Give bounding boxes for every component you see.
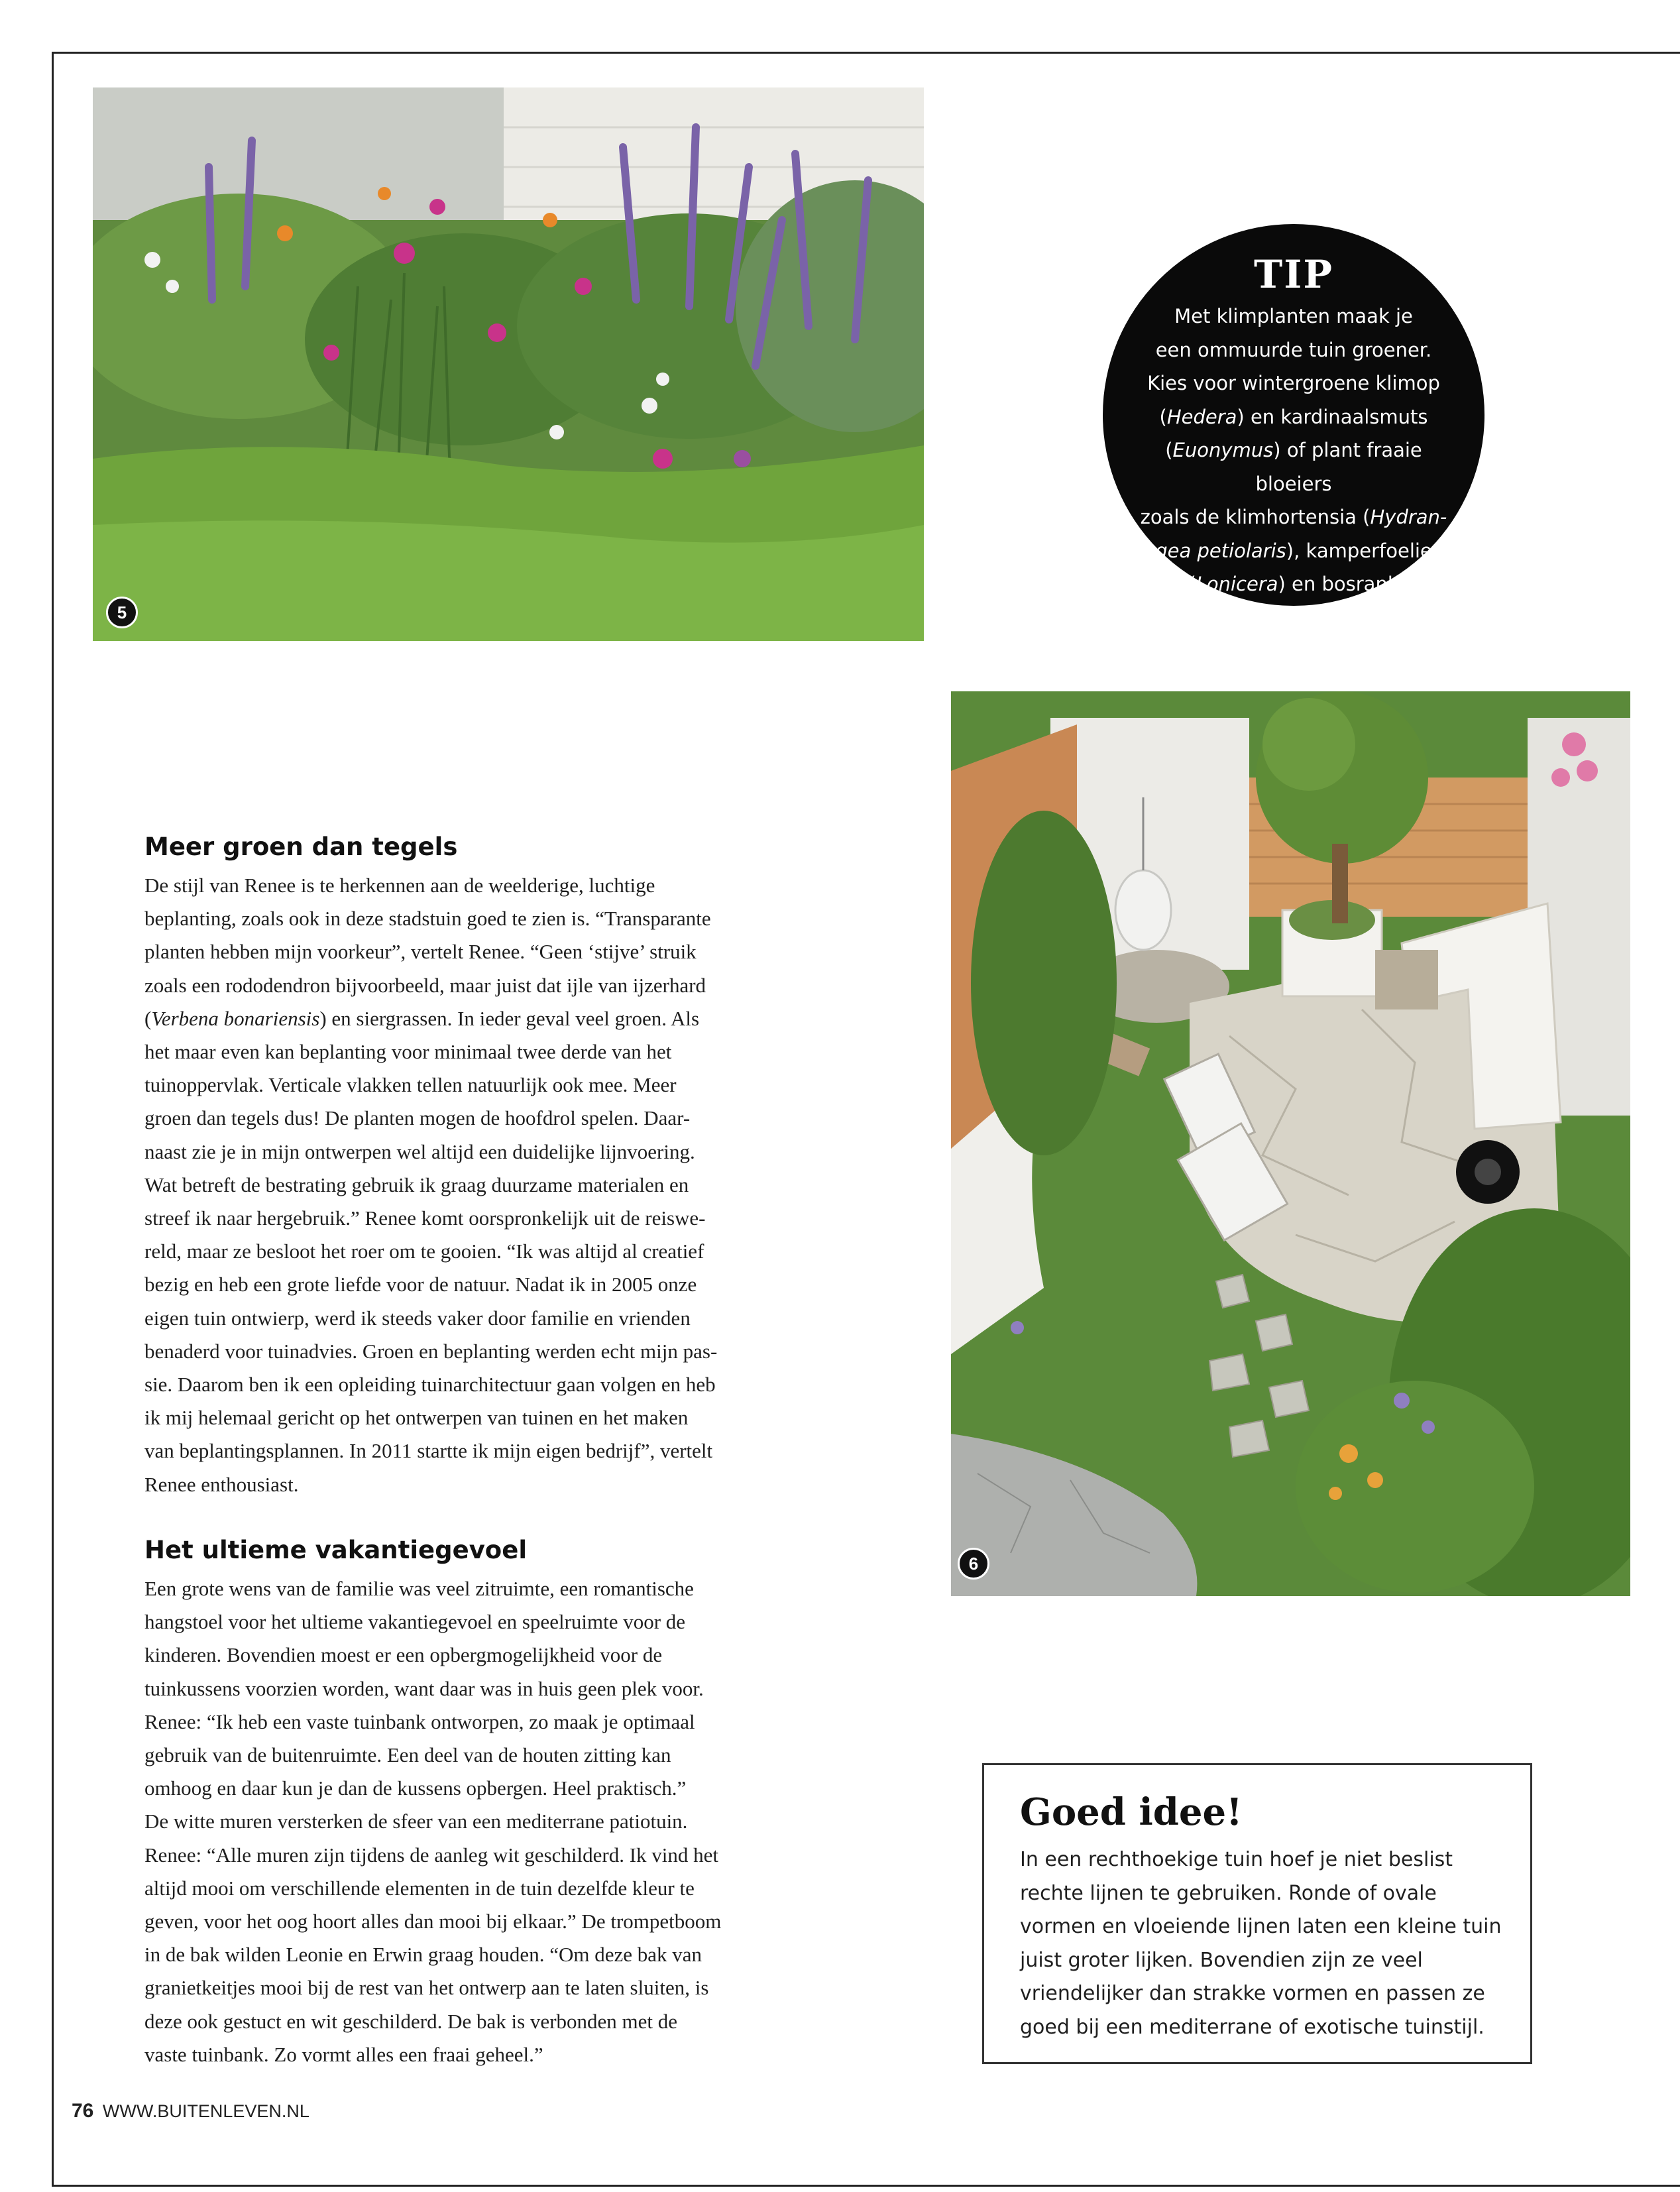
tip-line: gea petiolaris), kamperfoelie	[1155, 539, 1432, 562]
body-line: zoals een rododendron bijvoorbeeld, maar juist dat ijle van ijzerhard	[144, 973, 706, 997]
tip-line: (Hedera) en kardinaalsmuts	[1159, 405, 1428, 428]
body-line: in de bak wilden Leonie en Erwin graag houden. “Om deze bak van	[144, 1943, 702, 1967]
idea-body	[1020, 1843, 1510, 2044]
idea-line: goed bij een mediterrane of exotische tuinstijl.	[1020, 2015, 1484, 2039]
tip-callout	[1103, 224, 1484, 629]
idea-line: vormen en vloeiende lijnen laten een kleine tuin	[1020, 1915, 1502, 1938]
body-line: groen dan tegels dus! De planten mogen de hoofdrol spelen. Daar-	[144, 1106, 691, 1130]
page-footer	[72, 2100, 309, 2122]
article-section-vakantiegevoel	[144, 1534, 847, 2071]
body-line: Wat betreft de bestrating gebruik ik graag duurzame materialen en	[144, 1173, 689, 1196]
body-line: planten hebben mijn voorkeur”, vertelt Renee. “Geen ‘stijve’ struik	[144, 940, 697, 964]
idea-line: vriendelijker dan strakke vormen en passen ze	[1020, 1982, 1485, 2005]
body-line: granietkeitjes mooi bij de rest van het ontwerp aan te laten sluiten, is	[144, 1976, 709, 2000]
section-heading: Het ultieme vakantiegevoel	[144, 1536, 528, 1564]
body-line: kinderen. Bovendien moest er een opbergmogelijkheid voor de	[144, 1643, 663, 1667]
body-line: altijd mooi om verschillende elementen in de tuin dezelfde kleur te	[144, 1876, 695, 1900]
garden-border-illustration	[93, 87, 924, 641]
body-line: Een grote wens van de familie was veel zitruimte, een romantische	[144, 1577, 694, 1600]
idea-line: In een rechthoekige tuin hoef je niet beslist	[1020, 1848, 1453, 1871]
body-line: omhoog en daar kun je dan de kussens opbergen. Heel praktisch.”	[144, 1776, 687, 1800]
tip-line: Kies voor wintergroene klimop	[1147, 372, 1440, 394]
idea-line: rechte lijnen te gebruiken. Ronde of ovale	[1020, 1881, 1437, 1905]
tip-title: TIP	[1254, 252, 1333, 297]
body-line: streef ik naar hergebruik.” Renee komt oorspronkelijk uit de reiswe-	[144, 1206, 706, 1230]
tip-line: een ommuurde tuin groener.	[1155, 338, 1432, 361]
body-line: reld, maar ze besloot het roer om te gooien. “Ik was altijd al creatief	[144, 1240, 704, 1263]
section-body	[144, 1572, 847, 2071]
article-section-meer-groen	[144, 831, 847, 1501]
tip-line: (Euonymus) of plant fraaie bloeiers	[1165, 439, 1422, 495]
idea-title: Goed idee!	[1020, 1790, 1243, 1834]
tip-body	[1128, 300, 1459, 634]
body-line: eigen tuin ontwierp, werd ik steeds vaker door familie en vrienden	[144, 1306, 691, 1330]
body-line: het maar even kan beplanting voor minimaal twee derde van het	[144, 1040, 672, 1064]
body-line: naast zie je in mijn ontwerpen wel altijd een duidelijke lijnvoering.	[144, 1139, 695, 1163]
body-line: tuinkussens voorzien worden, want daar was in huis geen plek voor.	[144, 1676, 704, 1700]
body-line: ik mij helemaal gericht op het ontwerpen van tuinen en het maken	[144, 1406, 689, 1430]
idea-line: juist groter lijken. Bovendien zijn ze veel	[1020, 1948, 1423, 1972]
body-line: sie. Daarom ben ik een opleiding tuinarchitectuur gaan volgen en heb	[144, 1373, 716, 1397]
goed-idee-box	[982, 1763, 1532, 2064]
section-heading: Meer groen dan tegels	[144, 833, 458, 861]
body-line: gebruik van de buitenruimte. Een deel van de houten zitting kan	[144, 1743, 671, 1767]
body-line: van beplantingsplannen. In 2011 startte ik mijn eigen bedrijf”, vertelt	[144, 1439, 713, 1463]
body-line: beplanting, zoals ook in deze stadstuin goed te zien is. “Transparante	[144, 907, 711, 931]
body-line: benaderd voor tuinadvies. Groen en beplanting werden echt mijn pas-	[144, 1339, 718, 1363]
photo-garden-aerial	[951, 691, 1630, 1596]
body-line: geven, voor het oog hoort alles dan mooi bij elkaar.” De trompetboom	[144, 1910, 722, 1933]
website-link[interactable]: WWW.BUITENLEVEN.NL	[102, 2101, 309, 2121]
body-line: De witte muren versterken de sfeer van een mediterrane patiotuin.	[144, 1810, 688, 1833]
body-line: De stijl van Renee is te herkennen aan de weelderige, luchtige	[144, 874, 655, 897]
body-line: Renee: “Ik heb een vaste tuinbank ontworpen, zo maak je optimaal	[144, 1709, 695, 1733]
garden-aerial-illustration	[951, 691, 1630, 1596]
page-number: 76	[72, 2100, 94, 2122]
body-line: bezig en heb een grote liefde voor de natuur. Nadat ik in 2005 onze	[144, 1273, 697, 1297]
photo-number-6: 6	[958, 1548, 989, 1580]
tip-line: zoals de klimhortensia (Hydran-	[1140, 506, 1447, 528]
tip-line: (Clematis).	[1241, 606, 1347, 629]
body-line: (Verbena bonariensis) en siergrassen. In ieder geval veel groen. Als	[144, 1006, 700, 1030]
body-line: Renee enthousiast.	[144, 1472, 299, 1496]
photo-garden-border	[93, 87, 924, 641]
body-line: Renee: “Alle muren zijn tijdens de aanleg wit geschilderd. Ik vind het	[144, 1843, 719, 1867]
tip-line: Met klimplanten maak je	[1174, 305, 1413, 327]
body-line: tuinoppervlak. Verticale vlakken tellen natuurlijk ook mee. Meer	[144, 1073, 677, 1097]
body-line: deze ook gestuct en wit geschilderd. De bak is verbonden met de	[144, 2009, 678, 2033]
photo-number-5: 5	[106, 597, 138, 628]
tip-line: (Lonicera) en bosrank	[1188, 573, 1399, 595]
body-line: hangstoel voor het ultieme vakantiegevoel en speelruimte voor de	[144, 1610, 686, 1634]
section-body	[144, 869, 847, 1501]
body-line: vaste tuinbank. Zo vormt alles een fraai geheel.”	[144, 2042, 543, 2066]
